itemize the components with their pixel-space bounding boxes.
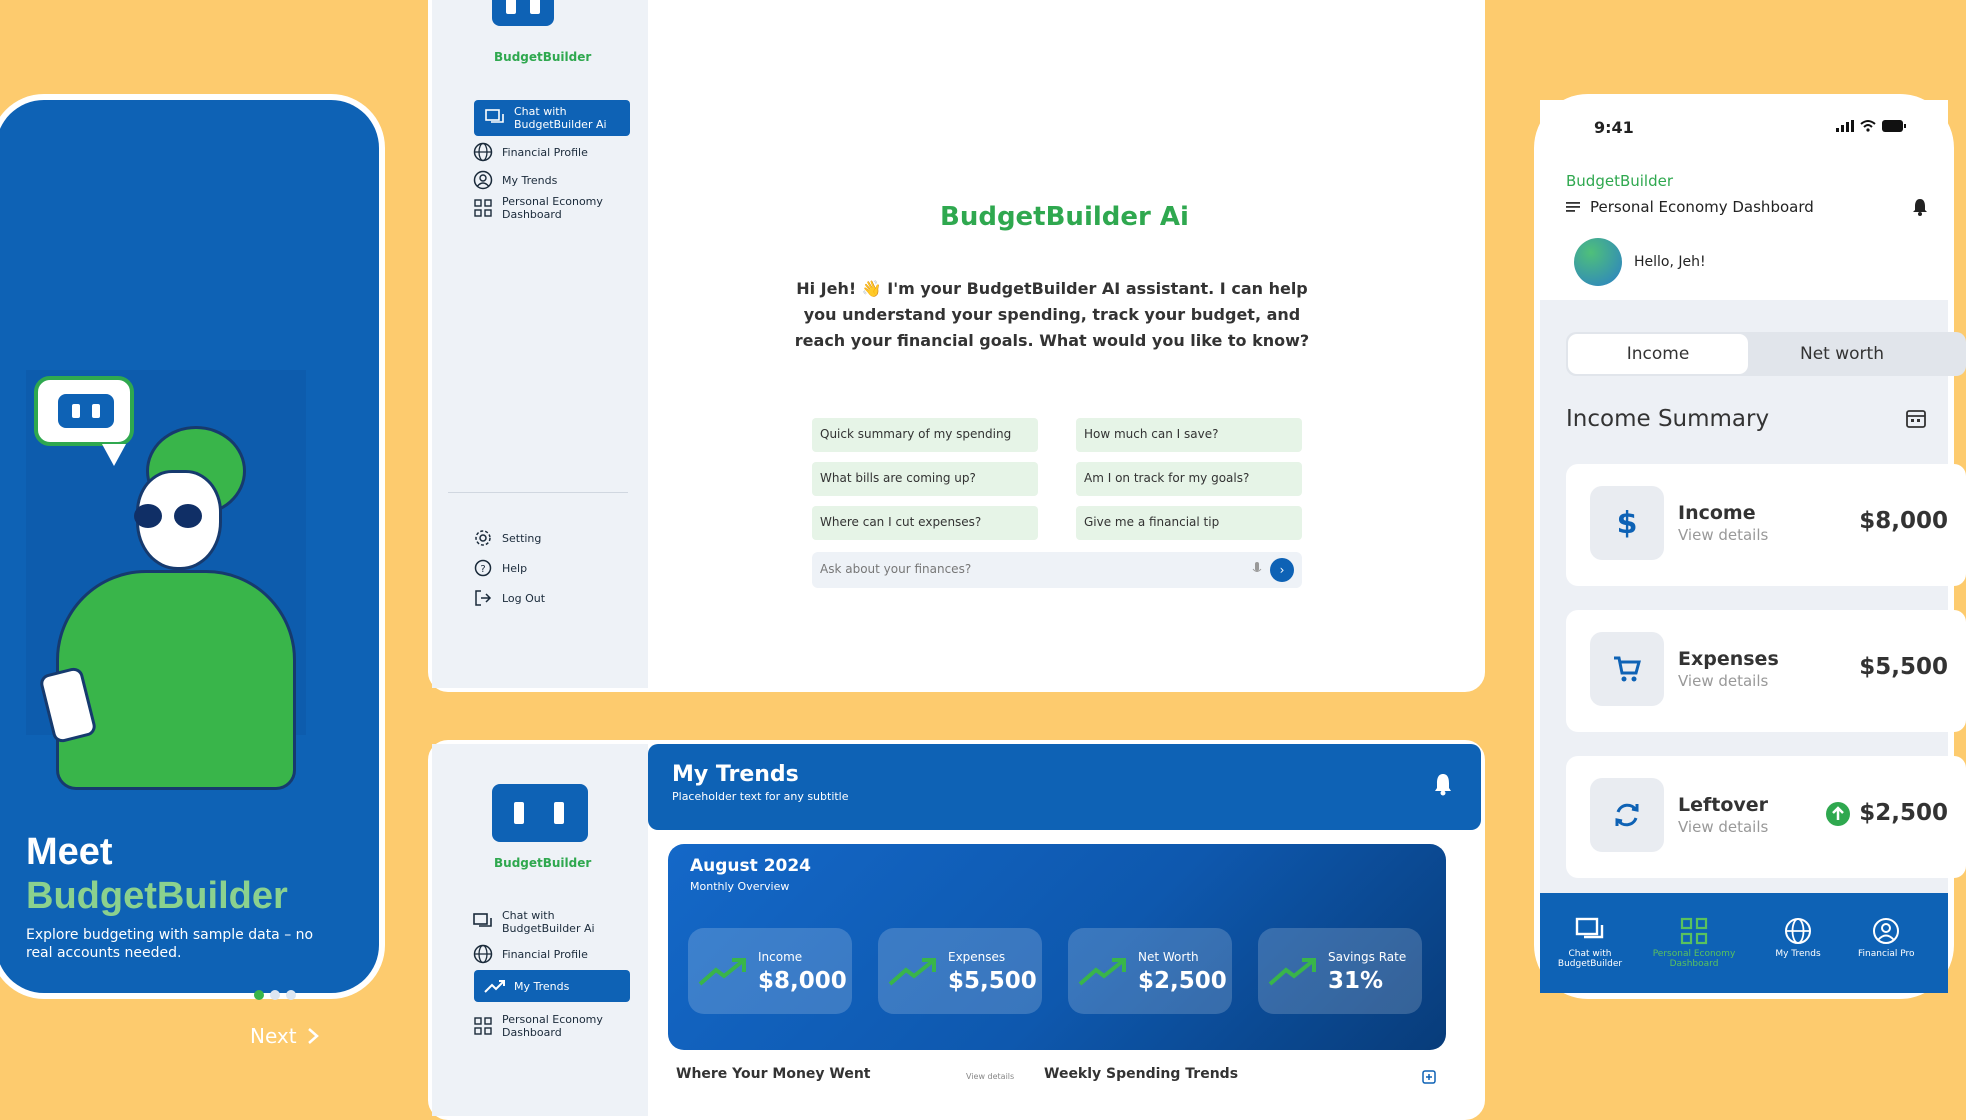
card-view-details[interactable]: View details bbox=[1678, 818, 1769, 836]
section-title-weekly: Weekly Spending Trends bbox=[1044, 1066, 1239, 1082]
nav-chat[interactable]: Chat with BudgetBuilder bbox=[1540, 917, 1640, 969]
trends-sidebar bbox=[432, 744, 648, 1116]
mobile-screen bbox=[1540, 100, 1948, 993]
summary-card-leftover[interactable] bbox=[1566, 756, 1966, 878]
refresh-icon bbox=[1590, 778, 1664, 852]
card-amount: $2,500 bbox=[1859, 800, 1948, 826]
mobile-phone bbox=[1534, 94, 1954, 999]
card-name: Income bbox=[1678, 502, 1756, 524]
bell-icon[interactable] bbox=[1912, 198, 1928, 216]
send-button[interactable]: › bbox=[1270, 558, 1294, 582]
sidebar-item-dashboard[interactable] bbox=[472, 190, 603, 226]
sidebar-item-financial-profile[interactable] bbox=[472, 936, 588, 972]
mobile-page-title: Personal Economy Dashboard bbox=[1590, 198, 1814, 216]
suggestion-chip[interactable]: Where can I cut expenses? bbox=[812, 506, 1038, 540]
add-chart-icon[interactable] bbox=[1422, 1070, 1436, 1084]
onboarding-description: Explore budgeting with sample data – no real accounts needed. bbox=[26, 927, 314, 961]
page-dot[interactable] bbox=[270, 990, 280, 1000]
chat-window bbox=[428, 0, 1485, 692]
trend-up-icon bbox=[698, 956, 748, 986]
onboarding-title-line1: Meet bbox=[26, 831, 113, 873]
monthly-overview-card bbox=[668, 844, 1446, 1050]
chat-sidebar bbox=[432, 0, 648, 688]
suggestion-chip[interactable]: Give me a financial tip bbox=[1076, 506, 1302, 540]
pagination-dots bbox=[254, 990, 296, 1000]
signal-icon bbox=[1836, 120, 1854, 132]
arrow-up-circle-icon bbox=[1826, 802, 1850, 826]
bottom-navigation bbox=[1540, 893, 1948, 993]
sidebar-divider bbox=[448, 492, 628, 493]
stat-card-net-worth[interactable] bbox=[1068, 928, 1232, 1014]
assistant-title: BudgetBuilder Ai bbox=[940, 202, 1189, 232]
bell-icon[interactable] bbox=[1433, 772, 1453, 796]
sidebar-item-label: Financial Profile bbox=[502, 947, 588, 961]
stat-value: $2,500 bbox=[1138, 968, 1227, 994]
trend-up-icon bbox=[1078, 956, 1128, 986]
sidebar-item-label: Financial Profile bbox=[502, 145, 588, 159]
calendar-icon[interactable] bbox=[1906, 408, 1926, 428]
stat-label: Net Worth bbox=[1138, 950, 1199, 964]
stat-card-savings-rate[interactable] bbox=[1258, 928, 1422, 1014]
chat-input-placeholder: Ask about your finances? bbox=[820, 562, 972, 576]
card-view-details[interactable]: View details bbox=[1678, 672, 1769, 690]
nav-financial-profile[interactable]: Financial Pro bbox=[1840, 917, 1940, 959]
cart-icon bbox=[1590, 632, 1664, 706]
user-circle-icon bbox=[1872, 917, 1900, 945]
next-label: Next bbox=[250, 1024, 297, 1048]
sidebar-item-label: My Trends bbox=[502, 173, 558, 187]
assistant-intro-text: Hi Jeh! 👋 I'm your BudgetBuilder AI assistant. I can help you understand your spending, track your budget, and reach your financial goals. What would you like to know? bbox=[794, 279, 1310, 350]
overview-caption: Monthly Overview bbox=[690, 880, 790, 893]
summary-card-income[interactable] bbox=[1566, 464, 1966, 586]
stat-card-income[interactable] bbox=[688, 928, 852, 1014]
person-illustration bbox=[56, 570, 296, 790]
suggestion-chip[interactable]: What bills are coming up? bbox=[812, 462, 1038, 496]
trend-up-icon bbox=[1268, 956, 1318, 986]
stat-label: Income bbox=[758, 950, 803, 964]
avatar[interactable] bbox=[1574, 238, 1622, 286]
user-circle-icon bbox=[472, 169, 494, 191]
gear-icon bbox=[472, 527, 494, 549]
brand-name: BudgetBuilder bbox=[494, 856, 592, 870]
onboarding-title-line2: BudgetBuilder bbox=[26, 875, 288, 917]
nav-dashboard[interactable]: Personal Economy Dashboard bbox=[1644, 917, 1744, 969]
microphone-icon[interactable] bbox=[1252, 562, 1262, 576]
page-subtitle: Placeholder text for any subtitle bbox=[672, 790, 849, 803]
brand-name: BudgetBuilder bbox=[494, 50, 592, 64]
globe-icon bbox=[1784, 917, 1812, 945]
nav-my-trends[interactable]: My Trends bbox=[1748, 917, 1848, 959]
page-dot-active[interactable] bbox=[254, 990, 264, 1000]
wifi-icon bbox=[1860, 120, 1876, 132]
page-dot[interactable] bbox=[286, 990, 296, 1000]
income-summary-title: Income Summary bbox=[1566, 406, 1770, 432]
onboarding-title bbox=[26, 830, 288, 918]
onboarding-phone bbox=[0, 94, 385, 1048]
sidebar-item-label: Personal Economy Dashboard bbox=[502, 1013, 603, 1039]
page-title: My Trends bbox=[672, 762, 799, 787]
sidebar-item-my-trends[interactable] bbox=[474, 970, 630, 1002]
trend-up-icon bbox=[484, 975, 506, 997]
chevron-right-icon bbox=[307, 1027, 319, 1045]
mobile-header bbox=[1540, 100, 1948, 300]
trends-window bbox=[428, 740, 1485, 1120]
grid-icon bbox=[472, 1015, 494, 1037]
card-amount: $5,500 bbox=[1859, 654, 1948, 680]
card-name: Leftover bbox=[1678, 794, 1769, 816]
status-icons bbox=[1836, 120, 1906, 132]
dollar-icon: $ bbox=[1590, 486, 1664, 560]
chat-icon bbox=[472, 911, 494, 933]
battery-icon bbox=[1882, 120, 1906, 132]
trends-header bbox=[648, 744, 1481, 830]
sidebar-item-logout[interactable] bbox=[472, 580, 545, 616]
sidebar-item-label: Log Out bbox=[502, 591, 546, 605]
stat-card-expenses[interactable] bbox=[878, 928, 1042, 1014]
card-amount: $8,000 bbox=[1859, 508, 1948, 534]
trend-up-icon bbox=[888, 956, 938, 986]
mobile-title-bar bbox=[1566, 198, 1814, 216]
suggestion-chip[interactable]: Quick summary of my spending bbox=[812, 418, 1038, 452]
help-icon bbox=[472, 557, 494, 579]
suggestion-chip[interactable]: How much can I save? bbox=[1076, 418, 1302, 452]
globe-icon bbox=[472, 141, 494, 163]
robot-icon bbox=[58, 394, 114, 428]
robot-logo-icon bbox=[492, 0, 554, 26]
sidebar-item-label: Chat with BudgetBuilder Ai bbox=[514, 105, 607, 131]
sidebar-item-dashboard[interactable] bbox=[472, 1008, 603, 1044]
stat-value: 31% bbox=[1328, 968, 1384, 994]
card-view-details[interactable]: View details bbox=[1678, 526, 1769, 544]
stat-value: $5,500 bbox=[948, 968, 1037, 994]
globe-icon bbox=[472, 943, 494, 965]
overview-month: August 2024 bbox=[690, 856, 812, 876]
summary-tabs bbox=[1566, 332, 1966, 376]
mobile-brand: BudgetBuilder bbox=[1566, 172, 1673, 190]
logout-icon bbox=[472, 587, 494, 609]
sidebar-item-chat[interactable] bbox=[472, 904, 595, 940]
chat-input[interactable] bbox=[812, 552, 1302, 588]
sunglasses-illustration bbox=[134, 504, 204, 528]
status-time: 9:41 bbox=[1594, 118, 1634, 137]
robot-logo-icon bbox=[492, 784, 588, 842]
onboarding-screen bbox=[0, 100, 379, 1048]
sidebar-item-label: Personal Economy Dashboard bbox=[502, 195, 603, 221]
grid-icon bbox=[472, 197, 494, 219]
card-name: Expenses bbox=[1678, 648, 1779, 670]
summary-card-expenses[interactable] bbox=[1566, 610, 1966, 732]
next-button[interactable] bbox=[250, 1024, 319, 1048]
chat-icon bbox=[484, 107, 506, 129]
stat-label: Expenses bbox=[948, 950, 1006, 964]
sidebar-item-label: Setting bbox=[502, 531, 542, 545]
sidebar-item-label: Help bbox=[502, 561, 528, 575]
section-title-money-went: Where Your Money Went bbox=[676, 1066, 871, 1082]
suggestion-chip[interactable]: Am I on track for my goals? bbox=[1076, 462, 1302, 496]
stat-label: Savings Rate bbox=[1328, 950, 1407, 964]
sidebar-item-label: My Trends bbox=[514, 979, 570, 993]
sidebar-item-chat[interactable] bbox=[474, 100, 630, 136]
tab-net-worth[interactable]: Net worth bbox=[1800, 344, 1884, 364]
robot-speech-bubble-icon bbox=[34, 376, 134, 446]
view-details-link[interactable]: View details bbox=[966, 1072, 1015, 1081]
chat-icon bbox=[1575, 917, 1605, 945]
grid-icon bbox=[1680, 917, 1708, 945]
greeting: Hello, Jeh! bbox=[1634, 254, 1706, 270]
menu-icon[interactable] bbox=[1566, 201, 1580, 213]
tab-income[interactable]: Income bbox=[1568, 334, 1748, 374]
svg-text:?: ? bbox=[480, 564, 486, 575]
stat-value: $8,000 bbox=[758, 968, 847, 994]
sidebar-item-label: Chat with BudgetBuilder Ai bbox=[502, 909, 595, 935]
